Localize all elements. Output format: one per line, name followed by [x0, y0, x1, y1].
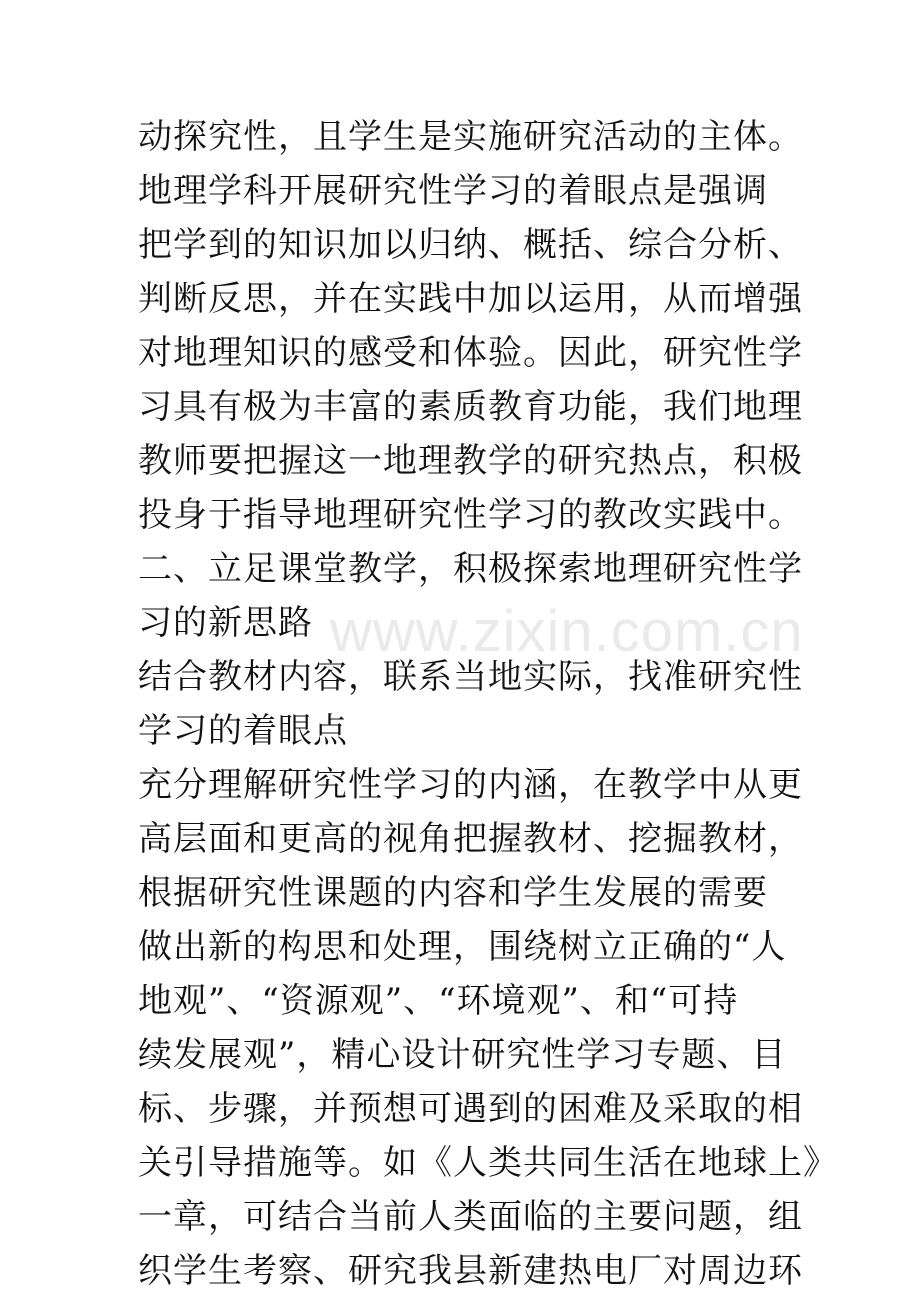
body-text [138, 110, 838, 1298]
text-line: 地观”、“资源观”、“环境观”、和“可持 [138, 981, 739, 1021]
text-line: 地理学科开展研究性学习的着眼点是强调 [138, 171, 768, 211]
text-line: 习具有极为丰富的素质教育功能，我们地理 [138, 387, 803, 427]
text-line: 标、步骤，并预想可遇到的困难及采取的相 [138, 1089, 803, 1129]
text-line: 动探究性，且学生是实施研究活动的主体。 [138, 117, 803, 157]
text-line: 充分理解研究性学习的内涵，在教学中从更 [138, 765, 803, 805]
text-line: 投身于指导地理研究性学习的教改实践中。 [138, 495, 803, 535]
text-line: 把学到的知识加以归纳、概括、综合分析、 [138, 225, 803, 265]
text-line: 续发展观”，精心设计研究性学习专题、目 [138, 1035, 787, 1075]
section-heading-line: 习的新思路 [138, 603, 313, 643]
text-line: 根据研究性课题的内容和学生发展的需要 [138, 873, 768, 913]
text-line: 对地理知识的感受和体验。因此，研究性学 [138, 333, 803, 373]
text-line: 判断反思，并在实践中加以运用，从而增强 [138, 279, 803, 319]
text-line: 织学生考察、研究我县新建热电厂对周边环 [138, 1251, 803, 1291]
text-line: 一章，可结合当前人类面临的主要问题，组 [138, 1197, 803, 1237]
subheading-line: 学习的着眼点 [138, 711, 348, 751]
subheading-line: 结合教材内容，联系当地实际，找准研究性 [138, 657, 803, 697]
text-line: 教师要把握这一地理教学的研究热点，积极 [138, 441, 803, 481]
text-line: 高层面和更高的视角把握教材、挖掘教材， [138, 819, 803, 859]
text-line: 关引导措施等。如《人类共同生活在地球上》 [138, 1143, 838, 1183]
section-heading-line: 二、立足课堂教学，积极探索地理研究性学 [138, 549, 803, 589]
watermark: www.zixin.com.cn [330, 599, 804, 664]
text-line: 做出新的构思和处理，围绕树立正确的“人 [138, 927, 787, 967]
